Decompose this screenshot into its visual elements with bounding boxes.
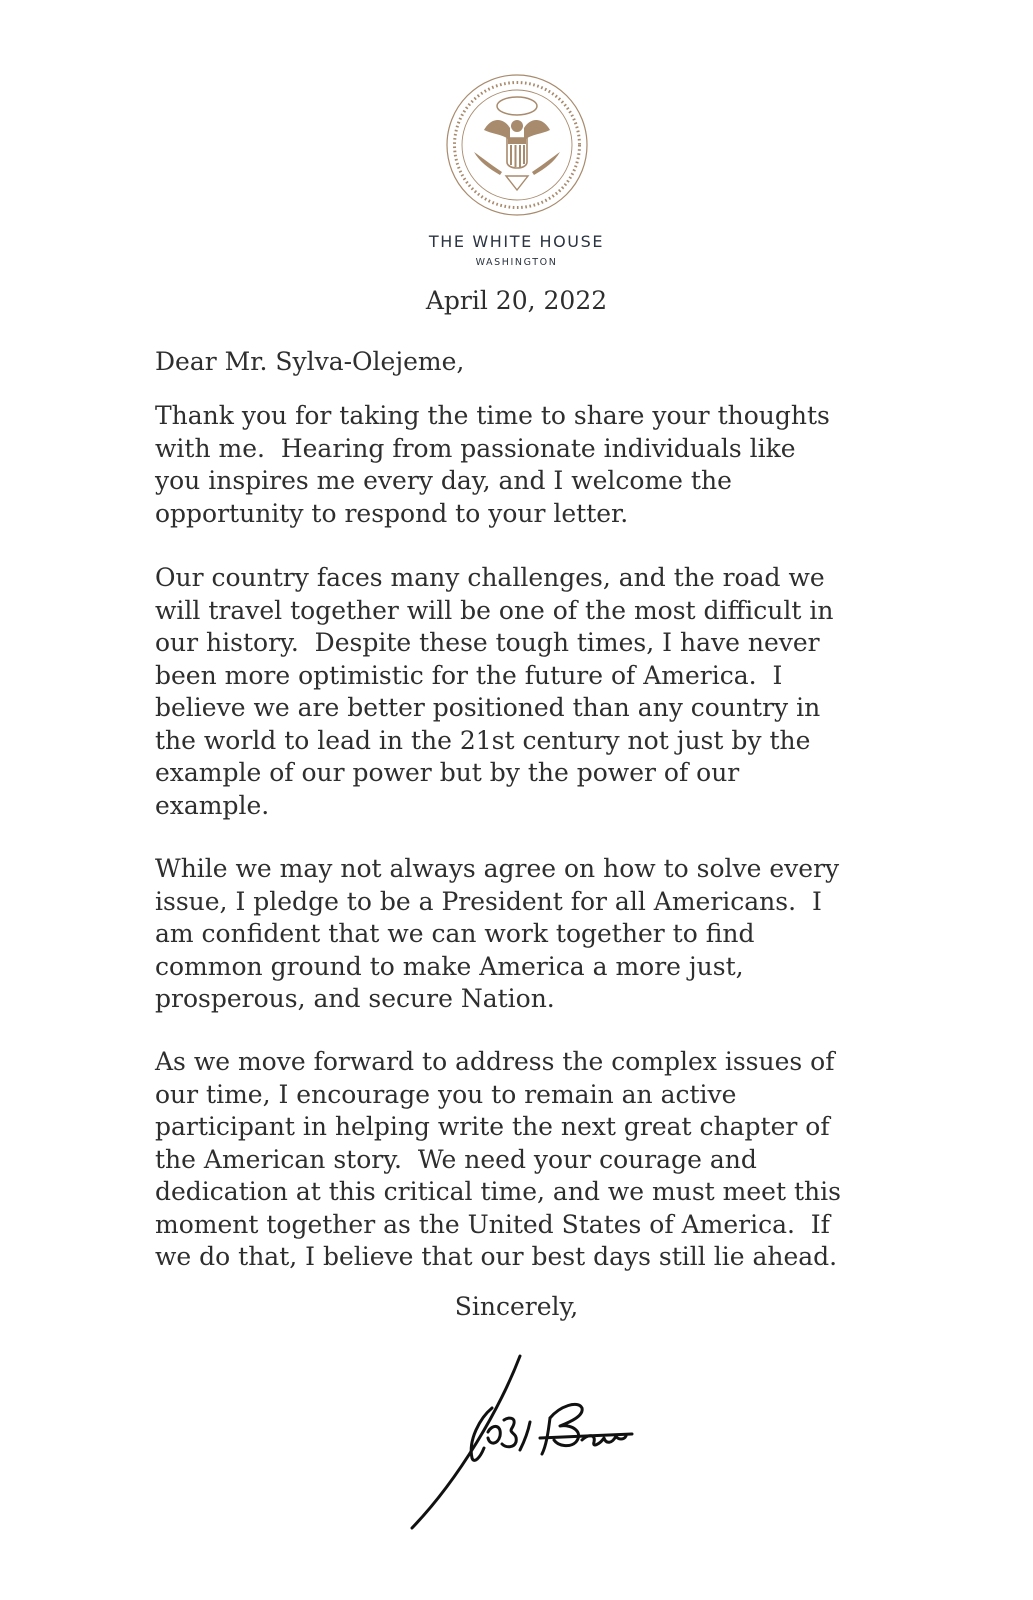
paragraph-line: dedication at this critical time, and we must meet this xyxy=(155,1177,841,1206)
paragraph-line: the world to lead in the 21st century not just by the xyxy=(155,725,811,755)
letter-date: April 20, 2022 xyxy=(425,286,608,315)
paragraph-line: been more optimistic for the future of America. I xyxy=(155,660,783,690)
paragraph-line: the American story. We need your courage and xyxy=(155,1144,757,1174)
paragraph-line: you inspires me every day, and I welcome the xyxy=(155,466,732,495)
paragraph-line: example. xyxy=(155,790,270,820)
paragraph-4 xyxy=(155,1046,885,1274)
paragraph-line: common ground to make America a more just, xyxy=(155,951,744,981)
paragraph-line: am confident that we can work together to find xyxy=(155,919,755,948)
paragraph-line: Our country faces many challenges, and the road we xyxy=(155,563,825,592)
paragraph-line: issue, I pledge to be a President for all Americans. I xyxy=(155,886,822,916)
paragraph-line: While we may not always agree on how to solve every xyxy=(155,854,840,883)
paragraph-line: opportunity to respond to your letter. xyxy=(155,498,629,528)
paragraph-line: will travel together will be one of the most difficult in xyxy=(155,595,834,625)
paragraph-line: our time, I encourage you to remain an active xyxy=(155,1079,737,1109)
paragraph-3 xyxy=(155,853,885,1016)
paragraph-line: participant in helping write the next great chapter of xyxy=(155,1112,830,1141)
paragraph-1 xyxy=(155,400,885,530)
paragraph-line: we do that, I believe that our best days still lie ahead. xyxy=(155,1242,838,1271)
paragraph-line: moment together as the United States of America. If xyxy=(155,1209,830,1239)
letterhead-title: THE WHITE HOUSE xyxy=(428,232,605,251)
salutation: Dear Mr. Sylva-Olejeme, xyxy=(155,347,465,376)
closing: Sincerely, xyxy=(454,1292,579,1321)
paragraph-line: As we move forward to address the complex issues of xyxy=(155,1047,835,1076)
paragraph-line: with me. Hearing from passionate individuals like xyxy=(155,433,796,463)
handwritten-signature-icon xyxy=(400,1348,640,1538)
presidential-seal-icon xyxy=(444,72,590,218)
paragraph-line: Thank you for taking the time to share your thoughts xyxy=(155,401,830,430)
paragraph-line: example of our power but by the power of our xyxy=(155,758,740,787)
paragraph-line: our history. Despite these tough times, I have never xyxy=(155,628,820,657)
letterhead-subtitle: WASHINGTON xyxy=(475,257,558,268)
paragraph-line: believe we are better positioned than any country in xyxy=(155,693,821,722)
paragraph-line: prosperous, and secure Nation. xyxy=(155,984,555,1013)
paragraph-2 xyxy=(155,562,885,822)
